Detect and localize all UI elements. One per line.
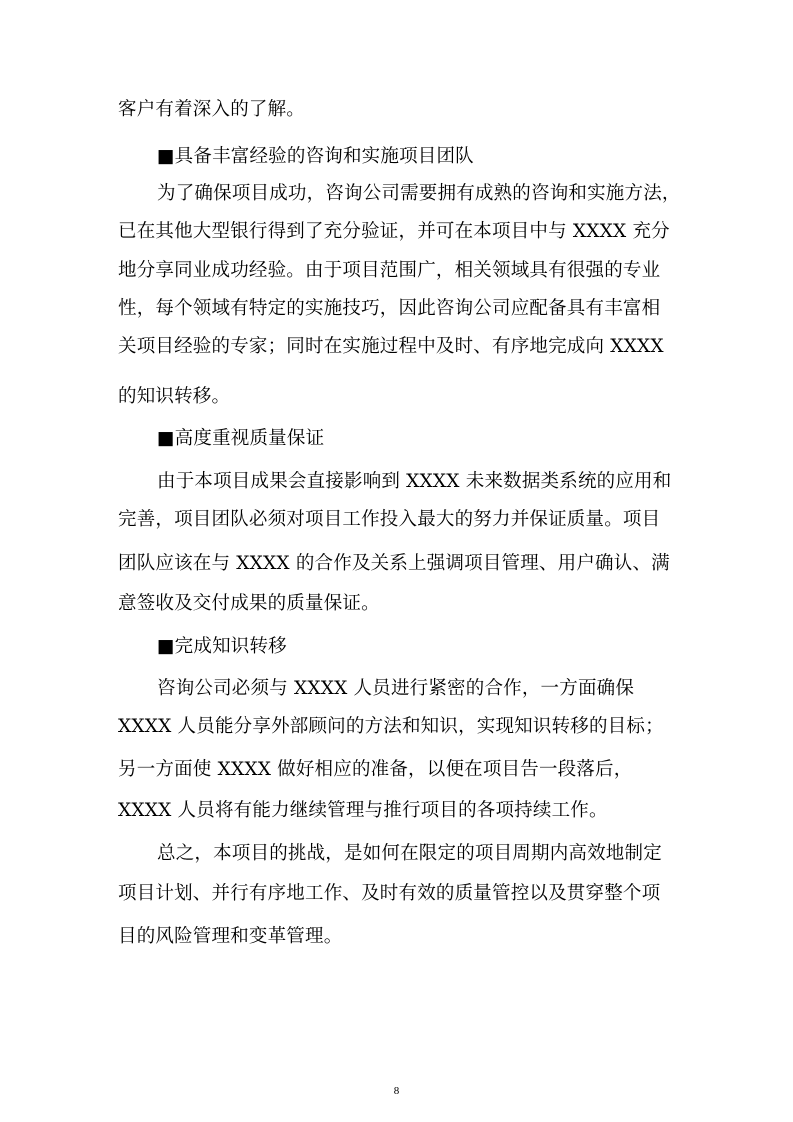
- page-number: 8: [393, 1085, 400, 1097]
- text-line: 项目计划、并行有序地工作、及时有效的质量管控以及贯穿整个项: [118, 883, 661, 904]
- text-line: 为了确保项目成功，咨询公司需要拥有成熟的咨询和实施方法，: [157, 183, 681, 204]
- text-line: XXXX 人员能分享外部顾问的方法和知识，实现知识转移的目标；: [118, 716, 664, 737]
- text-line: 总之，本项目的挑战，是如何在限定的项目周期内高效地制定: [157, 843, 662, 864]
- text-line: XXXX 人员将有能力继续管理与推行项目的各项持续工作。: [118, 800, 608, 821]
- text-line: 客户有着深入的了解。: [118, 99, 306, 120]
- section-heading: ■高度重视质量保证: [157, 428, 325, 449]
- section-heading: ■完成知识转移: [157, 636, 287, 657]
- section-heading: ■具备丰富经验的咨询和实施项目团队: [157, 146, 474, 167]
- text-line: 已在其他大型银行得到了充分验证，并可在本项目中与 XXXX 充分: [118, 221, 670, 242]
- text-line: 另一方面使 XXXX 做好相应的准备，以便在项目告一段落后，: [118, 759, 633, 780]
- text-line: 性，每个领域有特定的实施技巧，因此咨询公司应配备具有丰富相: [118, 298, 661, 319]
- text-line: 意签收及交付成果的质量保证。: [118, 593, 380, 614]
- text-line: 由于本项目成果会直接影响到 XXXX 未来数据类系统的应用和: [157, 471, 672, 492]
- text-line: 咨询公司必须与 XXXX 人员进行紧密的合作，一方面确保: [157, 678, 635, 699]
- text-line: 完善，项目团队必须对项目工作投入最大的努力并保证质量。项目: [118, 509, 661, 530]
- text-line: 关项目经验的专家；同时在实施过程中及时、有序地完成向 XXXX: [118, 336, 664, 357]
- text-line: 团队应该在与 XXXX 的合作及关系上强调项目管理、用户确认、满: [118, 553, 670, 574]
- text-line: 地分享同业成功经验。由于项目范围广，相关领域具有很强的专业: [118, 260, 661, 281]
- text-line: 目的风险管理和变革管理。: [118, 926, 343, 947]
- text-line: 的知识转移。: [118, 386, 231, 407]
